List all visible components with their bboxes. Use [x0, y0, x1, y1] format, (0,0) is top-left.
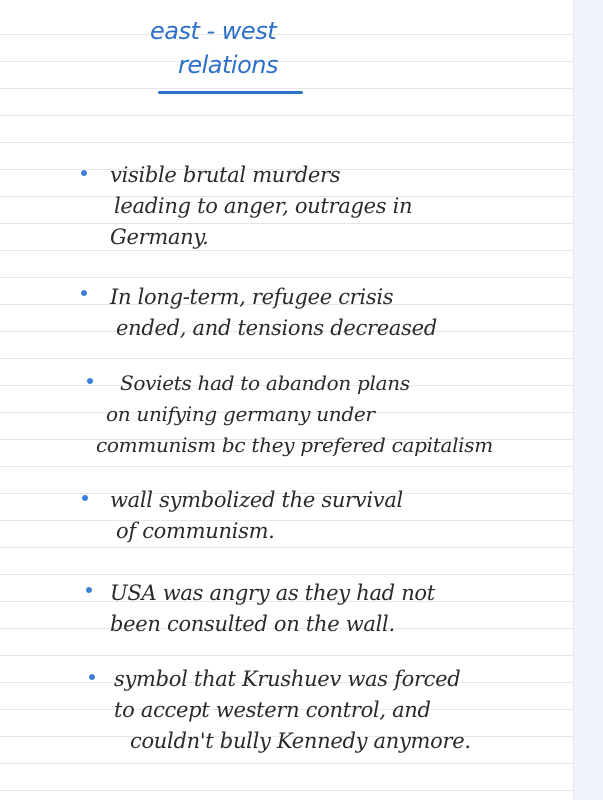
text-line: Soviets had to abandon plans [120, 371, 410, 395]
text-line: of communism. [116, 519, 275, 543]
bullet-dot [81, 290, 87, 296]
text-line: to accept western control, and [114, 698, 431, 722]
text-line: USA was angry as they had not [110, 581, 435, 605]
text-line: symbol that Krushuev was forced [114, 667, 461, 691]
bullet-text [110, 485, 403, 547]
bullet-dot [81, 170, 87, 176]
text-line: been consulted on the wall. [110, 612, 395, 636]
text-line: couldn't bully Kennedy anymore. [130, 729, 471, 753]
bullet-text [110, 578, 435, 640]
bullet-dot [89, 674, 95, 680]
bullet-dot [86, 587, 92, 593]
bullet-dot [87, 378, 93, 384]
text-line: on unifying germany under [106, 402, 375, 426]
bullet-text [96, 368, 493, 461]
text-line: communism bc they prefered capitalism [96, 433, 493, 457]
text-line: ended, and tensions decreased [116, 316, 437, 340]
title-line-2: relations [178, 51, 278, 79]
title-line-1: east - west [150, 17, 277, 45]
text-line: wall symbolized the survival [110, 488, 403, 512]
bullet-text [110, 282, 437, 344]
text-line: visible brutal murders [110, 163, 341, 187]
bullet-dot [82, 495, 88, 501]
bullet-text [114, 664, 471, 757]
side-margin-panel [573, 0, 603, 800]
bullet-text [110, 160, 412, 253]
text-line: leading to anger, outrages in [114, 194, 413, 218]
title-underline [158, 91, 303, 94]
text-line: Germany. [110, 225, 209, 249]
page-title [150, 14, 320, 82]
text-line: In long-term, refugee crisis [110, 285, 394, 309]
